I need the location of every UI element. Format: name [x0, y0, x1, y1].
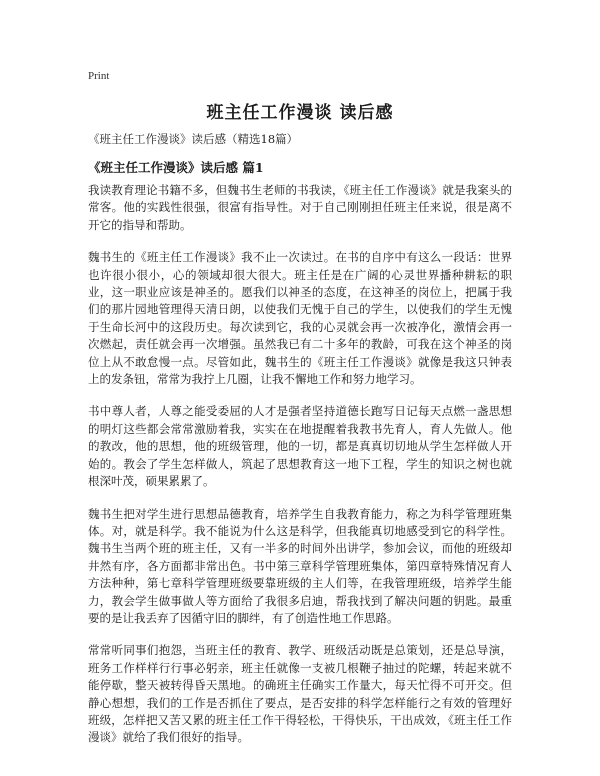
paragraph-5: 常常听同事们抱怨，当班主任的教育、教学、班级活动既是总策划，还是总导演，班务工作样样行行事必躬亲，班主任就像一支被几根鞭子抽过的陀螺，转起来就不能停歇，整天被转得昏天黑地。的确班主任确实工作量大，每天忙得不可开交。但静心想想，我们的工作是否抓住了要点，是否安排的科学怎样能行之有效的管理好班级，怎样把又苦又累的班主任工作干得轻松，干得快乐，干出成效，《班主任工作漫谈》就给了我们很好的指导。 — [88, 643, 512, 745]
section-heading: 《班主任工作漫谈》读后感 篇1 — [88, 160, 264, 175]
print-link[interactable]: Print — [88, 70, 110, 82]
page-title: 班主任工作漫谈 读后感 — [206, 103, 394, 123]
article-body — [88, 182, 512, 762]
paragraph-2: 魏书生的《班主任工作漫谈》我不止一次读过。在书的自序中有这么一段话：世界也许很小很小，心的领域却很大很大。班主任是在广阔的心灵世界播种耕耘的职业，这一职业应该是神圣的。愿我们以神圣的态度，在这神圣的岗位上，把属于我们的那片园地管理得天清日朗，以使我们无愧于自己的学生，以使我们的学生无愧于生命长河中的这段历史。每次读到它，我的心灵就会再一次被净化，激情会再一次燃起，责任就会再一次增强。虽然我已有二十多年的教龄，可我在这个神圣的岗位上从不敢怠慢一点。尽管如此，魏书生的《班主任工作漫谈》就像是我这只钟表上的发条钮，常常为我拧上几圈，让我不懈地工作和努力地学习。 — [88, 250, 512, 387]
document-subtitle: 《班主任工作漫谈》读后感（精选18篇） — [88, 132, 299, 146]
paragraph-1: 我读教育理论书籍不多，但魏书生老师的书我读，《班主任工作漫谈》就是我案头的常客。他的实践性很强，很富有指导性。对于自己刚刚担任班主任来说，很是离不开它的指导和帮助。 — [88, 183, 512, 232]
paragraph-4: 魏书生把对学生进行思想品德教育，培养学生自我教育能力，称之为科学管理班集体。对，就是科学。我不能说为什么这是科学，但我能真切地感受到它的科学性。魏书生当两个班的班主任，又有一半多的时间外出讲学，参加会议，而他的班级却井然有序，各方面都非常出色。书中第三章科学管理班集体，第四章特殊情况育人方法种种，第七章科学管理班级要靠班级的主人们等，在我管理班级，培养学生能力，教会学生做事做人等方面给了我很多启迪，帮我找到了解决问题的钥匙。最重要的是让我丢弃了因循守旧的脚绊，有了创造性地工作思路。 — [88, 506, 512, 625]
paragraph-3: 书中尊人者，人尊之能受委屈的人才是强者坚持道德长跑写日记每天点燃一盏思想的明灯这些都会常常激励着我，实实在在地提醒着我教书先育人，育人先做人。他的教改，他的思想，他的班级管理，他的一切，都是真真切切地从学生怎样做人开始的。教会了学生怎样做人，筑起了思想教育这一地下工程，学生的知识之树也就根深叶茂，硕果累累了。 — [88, 404, 512, 489]
